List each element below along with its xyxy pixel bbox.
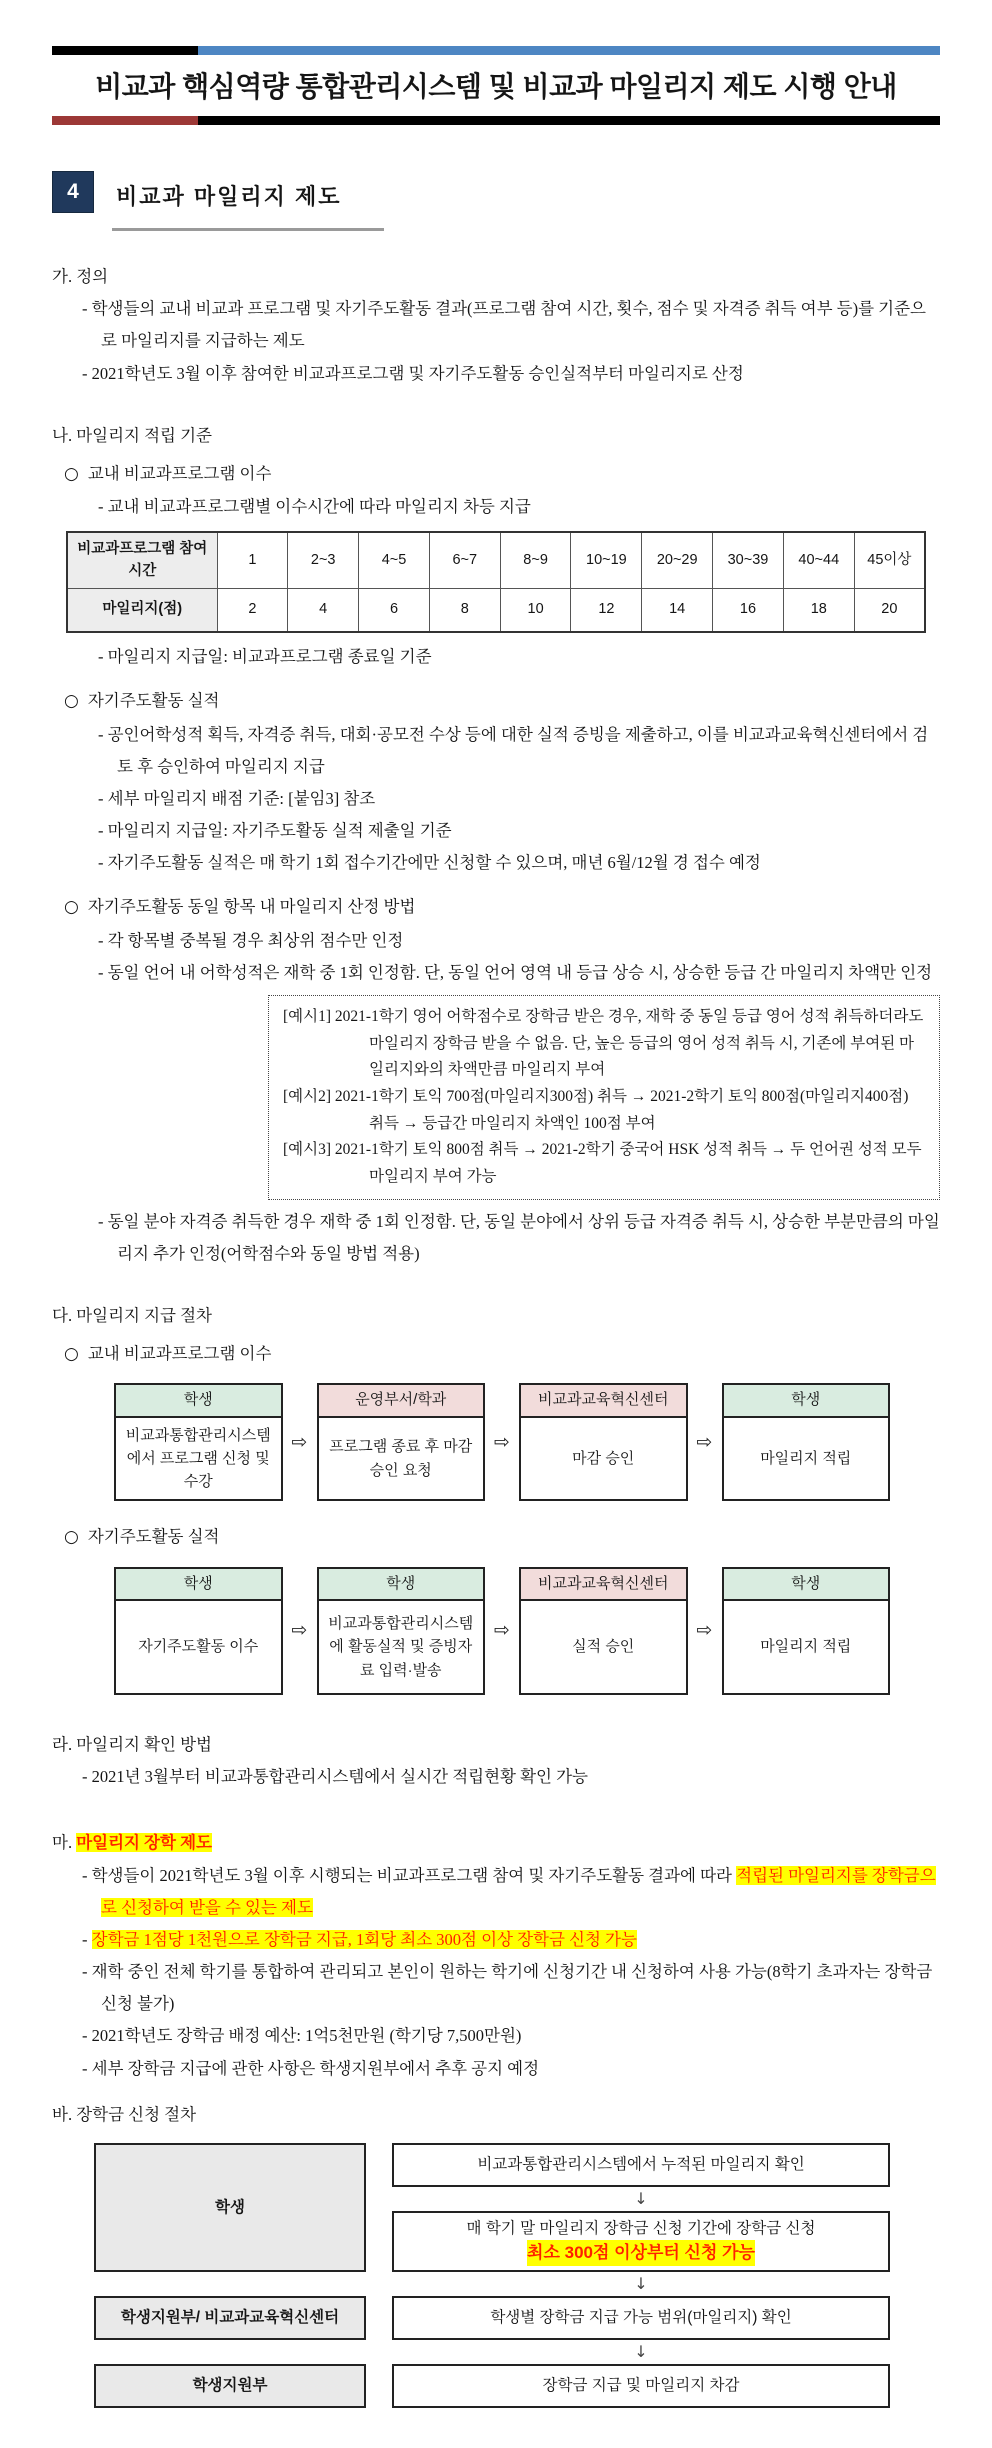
examples-box <box>268 995 940 1200</box>
section-number-badge: 4 <box>52 171 94 213</box>
sch-payment-steps <box>392 2364 890 2408</box>
na-last-item: - 동일 분야 자격증 취득한 경우 재학 중 1회 인정함. 단, 동일 분야에서 상위 등급 자격증 취득 시, 상승한 부분만큼의 마일리지 추가 인정(어학점수와 동일 방법 적용) <box>98 1211 940 1263</box>
table-cell: 40~44 <box>783 532 854 588</box>
mileage-table <box>66 531 926 633</box>
flow-step-action: 자기주도활동 이수 <box>138 1638 259 1656</box>
ma-heading-highlight: 마일리지 장학 제도 <box>76 1833 212 1853</box>
flow-step-action: 마일리지 적립 <box>760 1449 852 1467</box>
scholarship-procedure-diagram <box>94 2143 890 2408</box>
sch-actor-support-dept: 학생지원부 <box>94 2364 366 2408</box>
down-arrow-icon: ↓ <box>634 2341 648 2361</box>
flow-step-action: 비교과통합관리시스템에 활동실적 및 증빙자료 입력·발송 <box>328 1615 474 1679</box>
flow-step-actor: 학생 <box>724 1385 889 1418</box>
flow-step-action: 마일리지 적립 <box>760 1638 852 1656</box>
flow-diagram-self-directed <box>114 1567 890 1696</box>
flow-step <box>722 1383 891 1501</box>
table-row-header-points: 마일리지(점) <box>67 588 217 632</box>
flow-step <box>317 1567 486 1696</box>
table-row-hours <box>67 532 925 588</box>
section-4-header <box>52 171 940 231</box>
na-o1-title-text: 교내 비교과프로그램 이수 <box>87 463 272 483</box>
na-o2-item-3: - 마일리지 지급일: 자기주도활동 실적 제출일 기준 <box>98 821 452 841</box>
circle-bullet: ○ <box>64 463 79 484</box>
document-title: 비교과 핵심역량 통합관리시스템 및 비교과 마일리지 제도 시행 안내 <box>95 71 897 102</box>
example-2-label: [예시2] <box>283 1087 332 1105</box>
table-cell: 4~5 <box>359 532 430 588</box>
heading-ra: 라. 마일리지 확인 방법 <box>52 1735 212 1755</box>
ma-item-2-plain: - <box>82 1929 92 1949</box>
circle-bullet: ○ <box>64 897 79 918</box>
na-o2-item-2: - 세부 마일리지 배점 기준: [붙임3] 참조 <box>98 788 376 808</box>
top-bar-blue-segment <box>198 46 940 55</box>
heading-da: 다. 마일리지 지급 절차 <box>52 1305 212 1325</box>
na-o1-item-2: - 마일리지 지급일: 비교과프로그램 종료일 기준 <box>98 647 432 667</box>
flow-step-actor: 학생 <box>116 1569 281 1602</box>
da-o1-title-text: 교내 비교과프로그램 이수 <box>87 1344 272 1364</box>
flow-step <box>114 1383 283 1501</box>
table-cell: 10 <box>500 588 571 632</box>
flow-diagram-program <box>114 1383 890 1501</box>
ga-item-1: - 학생들의 교내 비교과 프로그램 및 자기주도활동 결과(프로그램 참여 시간, 횟수, 점수 및 자격증 취득 여부 등)를 기준으로 마일리지를 지급하는 제도 <box>82 299 926 351</box>
table-cell: 1 <box>217 532 288 588</box>
example-3-label: [예시3] <box>283 1141 332 1159</box>
section-title-underline <box>112 171 384 231</box>
table-cell: 18 <box>783 588 854 632</box>
sch-review-steps <box>392 2296 890 2340</box>
heading-na: 나. 마일리지 적립 기준 <box>52 425 212 445</box>
sch-row-student <box>94 2143 890 2272</box>
sch-actor-support-center: 학생지원부/ 비교과교육혁신센터 <box>94 2296 366 2340</box>
na-o2-item-4: - 자기주도활동 실적은 매 학기 1회 접수기간에만 신청할 수 있으며, 매년 6월/12월 경 접수 예정 <box>98 853 761 873</box>
table-cell: 8~9 <box>500 532 571 588</box>
example-3 <box>283 1137 925 1190</box>
flow-step <box>317 1383 486 1501</box>
flow-step-actor: 비교과교육혁신센터 <box>521 1569 686 1602</box>
example-3-text: 2021-1학기 토익 800점 취득 → 2021-2학기 중국어 HSK 성적 취득 → 두 언어권 성적 모두 마일리지 부여 가능 <box>334 1141 922 1185</box>
table-cell: 10~19 <box>571 532 642 588</box>
flow-step-action: 비교과통합관리시스템에서 프로그램 신청 및 수강 <box>125 1426 271 1491</box>
na-o1-item-1: - 교내 비교과프로그램별 이수시간에 따라 마일리지 차등 지급 <box>98 497 531 517</box>
ma-item-2-highlight: 장학금 1점당 1천원으로 장학금 지급, 1회당 최소 300점 이상 장학금 신청 가능 <box>91 1929 637 1949</box>
bottom-bar-black-segment <box>198 116 940 125</box>
na-o3-title-text: 자기주도활동 동일 항목 내 마일리지 산정 방법 <box>87 897 416 917</box>
sch-student-steps <box>392 2143 890 2272</box>
table-cell: 2~3 <box>288 532 359 588</box>
na-o3-item-2: - 동일 언어 내 어학성적은 재학 중 1회 인정함. 단, 동일 언어 영역 내 등급 상승 시, 상승한 등급 간 마일리지 차액만 인정 <box>98 962 933 982</box>
ma-item-4: - 2021학년도 장학금 배정 예산: 1억5천만원 (학기당 7,500만원) <box>82 2026 522 2046</box>
flow-step-actor: 학생 <box>116 1385 281 1418</box>
table-cell: 16 <box>713 588 784 632</box>
table-row-points <box>67 588 925 632</box>
right-arrow-icon: ⇨ <box>494 1619 510 1642</box>
header-top-bar <box>52 46 940 55</box>
down-arrow-icon: ↓ <box>634 2273 648 2293</box>
ma-label: 마. <box>52 1833 77 1853</box>
flow-step <box>722 1567 891 1696</box>
top-bar-black-segment <box>52 46 198 55</box>
bottom-bar-red-segment <box>52 116 198 125</box>
ma-item-5: - 세부 장학금 지급에 관한 사항은 학생지원부에서 추후 공지 예정 <box>82 2058 540 2078</box>
table-cell: 45이상 <box>854 532 925 588</box>
heading-ma <box>52 1827 940 1859</box>
na-o2-item-1: - 공인어학성적 획득, 자격증 취득, 대회·공모전 수상 등에 대한 실적 증빙을 제출하고, 이를 비교과교육혁신센터에서 검토 후 승인하여 마일리지 지급 <box>98 724 929 776</box>
heading-ba: 바. 장학금 신청 절차 <box>52 2104 197 2124</box>
example-1 <box>283 1004 925 1084</box>
ga-item-2: - 2021학년도 3월 이후 참여한 비교과프로그램 및 자기주도활동 승인실적부터 마일리지로 산정 <box>82 363 744 383</box>
right-arrow-icon: ⇨ <box>291 1430 308 1453</box>
example-1-text: 2021-1학기 영어 어학점수로 장학금 받은 경우, 재학 중 동일 등급 영어 성적 취득하더라도 마일리지 장학금 받을 수 없음. 단, 높은 등급의 영어 성적 취득 시, 기존에 부여된 마일리지와의 차액만큼 마일리지 부여 <box>334 1007 924 1079</box>
down-arrow-icon: ↓ <box>634 2188 648 2208</box>
na-o3-title <box>64 891 940 924</box>
flow-step-actor: 비교과교육혁신센터 <box>521 1385 686 1418</box>
ma-item-2 <box>82 1924 940 1956</box>
sch-row-review <box>94 2296 890 2340</box>
sch-step-apply-line2-highlight: 최소 300점 이상부터 신청 가능 <box>527 2240 755 2266</box>
table-cell: 12 <box>571 588 642 632</box>
da-o2-title-text: 자기주도활동 실적 <box>87 1527 220 1547</box>
table-cell: 6 <box>359 588 430 632</box>
ra-item: - 2021년 3월부터 비교과통합관리시스템에서 실시간 적립현황 확인 가능 <box>82 1767 588 1787</box>
table-cell: 4 <box>288 588 359 632</box>
flow-step-actor: 학생 <box>724 1569 889 1602</box>
ma-item-1 <box>82 1860 940 1924</box>
right-arrow-icon: ⇨ <box>696 1430 713 1453</box>
heading-ga: 가. 정의 <box>52 267 109 287</box>
sch-row-payment <box>94 2364 890 2408</box>
sch-step-apply-line1: 매 학기 말 마일리지 장학금 신청 기간에 장학금 신청 <box>466 2219 816 2237</box>
na-o3-item-1: - 각 항목별 중복될 경우 최상위 점수만 인정 <box>98 930 404 950</box>
section-title: 비교과 마일리지 제도 <box>116 184 342 210</box>
na-o2-title <box>64 685 940 718</box>
header-bottom-bar <box>52 116 940 125</box>
flow-step-actor: 운영부서/학과 <box>319 1385 484 1418</box>
flow-step-actor: 학생 <box>319 1569 484 1602</box>
na-o1-title <box>64 458 940 491</box>
example-2-text: 2021-1학기 토익 700점(마일리지300점) 취득 → 2021-2학기 토익 800점(마일리지400점) 취득 → 등급간 마일리지 차액인 100점 부여 <box>334 1087 909 1132</box>
sch-step-check-mileage: 비교과통합관리시스템에서 누적된 마일리지 확인 <box>392 2143 890 2187</box>
example-1-label: [예시1] <box>283 1007 332 1025</box>
example-2 <box>283 1084 925 1137</box>
flow-step-action: 마감 승인 <box>572 1449 635 1467</box>
flow-step <box>519 1567 688 1696</box>
right-arrow-icon: ⇨ <box>494 1430 510 1453</box>
ma-item-3: - 재학 중인 전체 학기를 통합하여 관리되고 본인이 원하는 학기에 신청기간 내 신청하여 사용 가능(8학기 초과자는 장학금 신청 불가) <box>82 1962 933 2014</box>
sch-step-apply <box>392 2211 890 2272</box>
flow-step <box>114 1567 283 1696</box>
flow-step <box>519 1383 688 1501</box>
table-cell: 6~7 <box>429 532 500 588</box>
table-cell: 8 <box>429 588 500 632</box>
circle-bullet: ○ <box>64 691 79 712</box>
na-o2-title-text: 자기주도활동 실적 <box>87 691 220 711</box>
ma-item-1-highlight: 적립된 마일리지를 장학금으로 신청하여 받을 수 있는 제도 <box>101 1865 936 1917</box>
circle-bullet: ○ <box>64 1527 79 1548</box>
table-row-header-hours: 비교과프로그램 참여 시간 <box>67 532 217 588</box>
table-cell: 20 <box>854 588 925 632</box>
flow-step-action: 프로그램 종료 후 마감승인 요청 <box>329 1438 473 1479</box>
right-arrow-icon: ⇨ <box>291 1619 308 1642</box>
sch-step-verify-range: 학생별 장학금 지급 가능 범위(마일리지) 확인 <box>392 2296 890 2340</box>
sch-actor-student: 학생 <box>94 2143 366 2272</box>
da-o2-title <box>64 1521 940 1554</box>
circle-bullet: ○ <box>64 1344 79 1365</box>
flow-step-action: 실적 승인 <box>572 1638 635 1656</box>
sch-step-pay-deduct: 장학금 지급 및 마일리지 차감 <box>392 2364 890 2408</box>
table-cell: 30~39 <box>713 532 784 588</box>
ma-item-1-plain: - 학생들이 2021학년도 3월 이후 시행되는 비교과프로그램 참여 및 자기주도활동 결과에 따라 <box>82 1865 737 1885</box>
table-cell: 14 <box>642 588 713 632</box>
table-cell: 20~29 <box>642 532 713 588</box>
da-o1-title <box>64 1338 940 1371</box>
right-arrow-icon: ⇨ <box>696 1619 713 1642</box>
table-cell: 2 <box>217 588 288 632</box>
